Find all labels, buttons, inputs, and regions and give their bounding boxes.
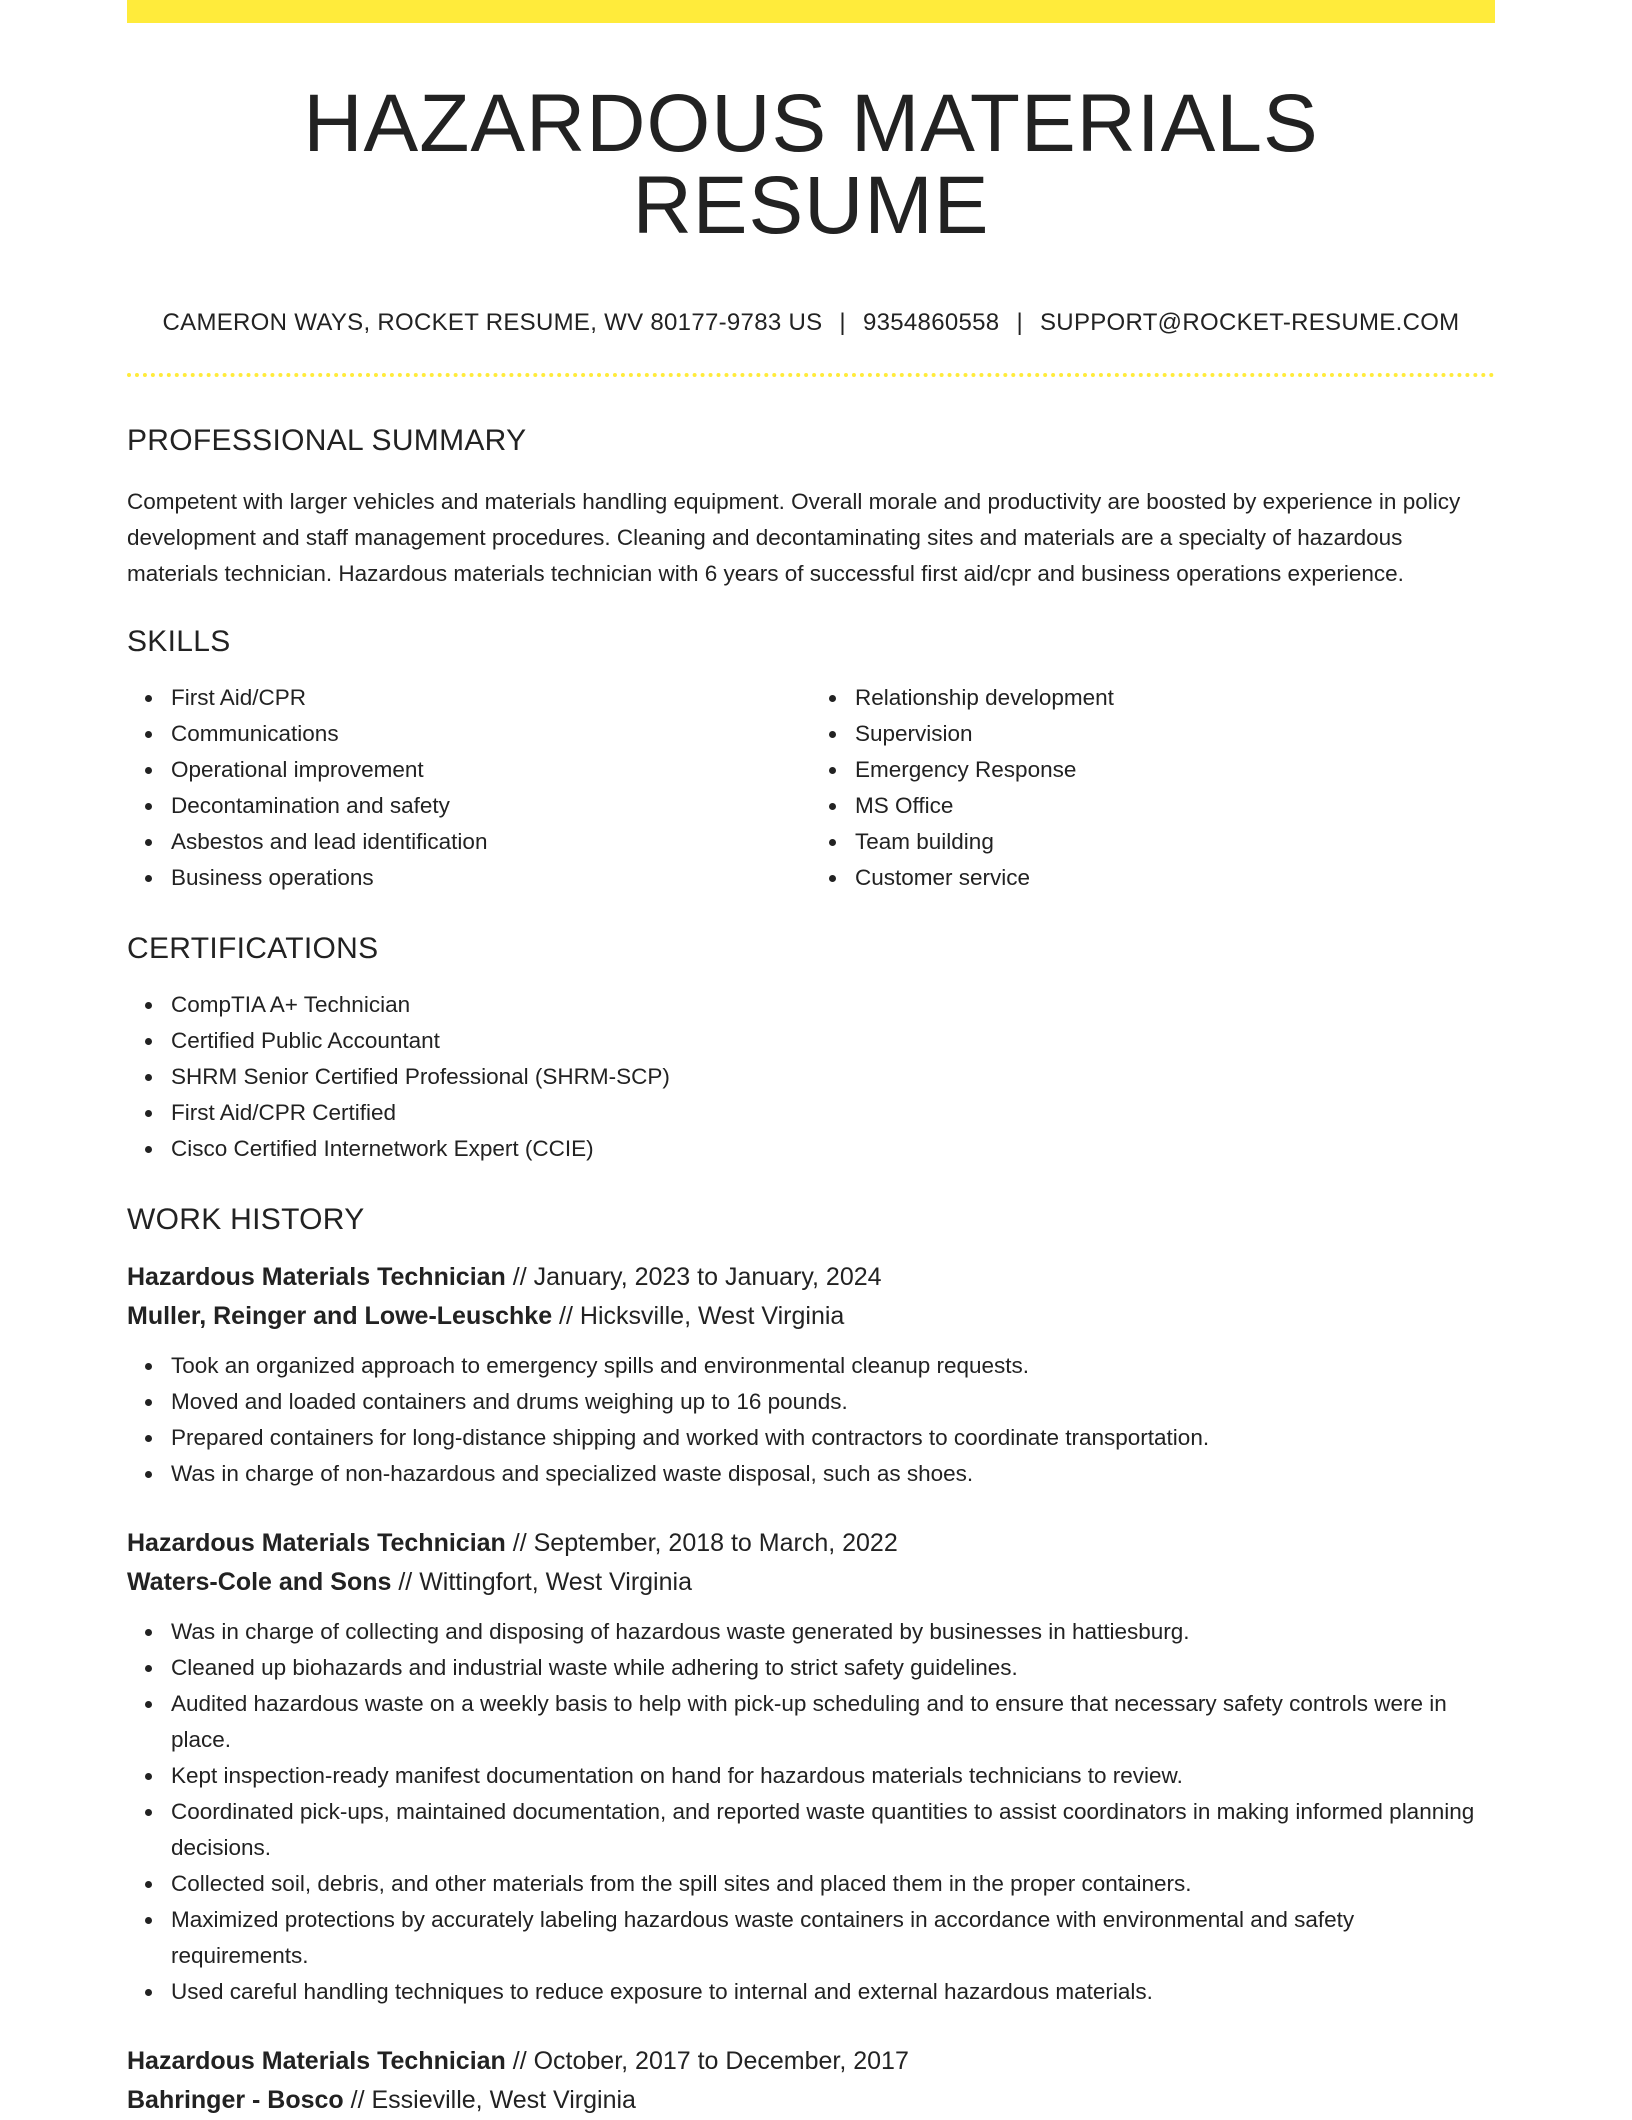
skill-item: First Aid/CPR (171, 680, 811, 716)
accent-top-bar (127, 0, 1495, 23)
job-duty-item: Collected soil, debris, and other materials from the spill sites and placed them in the proper containers. (171, 1866, 1495, 1902)
contact-email[interactable]: SUPPORT@ROCKET-RESUME.COM (1040, 309, 1460, 336)
job-company: Waters-Cole and Sons (127, 1568, 392, 1596)
job-title-line (127, 1524, 1495, 1563)
job-entry (127, 2042, 1495, 2120)
skills-section (127, 624, 1495, 896)
skills-grid (127, 680, 1495, 896)
job-duty-item: Cleaned up biohazards and industrial waste while adhering to strict safety guidelines. (171, 1650, 1495, 1686)
job-duty-item: Maximized protections by accurately labeling hazardous waste containers in accordance with environmental and safety requirements. (171, 1902, 1495, 1974)
skills-heading: SKILLS (127, 625, 231, 658)
certifications-section (127, 931, 1495, 1167)
dotted-divider (127, 373, 1495, 377)
job-duties-list (127, 1348, 1495, 1492)
summary-text: Competent with larger vehicles and materials handling equipment. Overall morale and productivity are boosted by experience in policy development and staff management procedures. Cleaning and decontaminating sites and materials are a specialty of hazardous materials technician. Hazardous materials technician with 6 years of successful first aid/cpr and business operations experience. (127, 489, 1461, 586)
job-location: // Wittingfort, West Virginia (391, 1568, 692, 1596)
certifications-list (127, 987, 1495, 1167)
job-title-line (127, 1258, 1495, 1297)
job-company: Bahringer - Bosco (127, 2086, 344, 2114)
skill-item: Supervision (855, 716, 1495, 752)
work-history-section (127, 1202, 1495, 2120)
skills-column-left (127, 680, 811, 896)
certification-item: Cisco Certified Internetwork Expert (CCIE) (171, 1131, 1495, 1167)
resume-title: HAZARDOUS MATERIALS RESUME (303, 78, 1319, 251)
contact-line (127, 309, 1495, 337)
job-title: Hazardous Materials Technician (127, 1529, 506, 1557)
job-duty-item: Was in charge of collecting and disposing of hazardous waste generated by businesses in hattiesburg. (171, 1614, 1495, 1650)
job-duties-list (127, 1614, 1495, 2010)
jobs-container (127, 1258, 1495, 2120)
certifications-heading: CERTIFICATIONS (127, 932, 379, 965)
job-duty-item: Kept inspection-ready manifest documentation on hand for hazardous materials technicians to review. (171, 1758, 1495, 1794)
job-title: Hazardous Materials Technician (127, 2047, 506, 2075)
resume-page (127, 0, 1495, 2120)
skill-item: Emergency Response (855, 752, 1495, 788)
skill-item: Asbestos and lead identification (171, 824, 811, 860)
contact-separator: | (1016, 309, 1023, 336)
job-title-line (127, 2042, 1495, 2081)
job-duty-item: Audited hazardous waste on a weekly basis to help with pick-up scheduling and to ensure that necessary safety controls were in place. (171, 1686, 1495, 1758)
contact-address: CAMERON WAYS, ROCKET RESUME, WV 80177-9783 US (162, 309, 823, 336)
summary-section (127, 423, 1495, 592)
skills-list-left (127, 680, 811, 896)
job-dates: // January, 2023 to January, 2024 (505, 1263, 882, 1291)
job-entry (127, 1258, 1495, 1492)
job-duty-item: Coordinated pick-ups, maintained documentation, and reported waste quantities to assist coordinators in making informed planning decisions. (171, 1794, 1495, 1866)
job-location: // Hicksville, West Virginia (552, 1302, 845, 1330)
certification-item: First Aid/CPR Certified (171, 1095, 1495, 1131)
skill-item: Customer service (855, 860, 1495, 896)
skill-item: Operational improvement (171, 752, 811, 788)
job-duty-item: Was in charge of non-hazardous and specialized waste disposal, such as shoes. (171, 1456, 1495, 1492)
skills-list-right (811, 680, 1495, 896)
job-dates: // September, 2018 to March, 2022 (505, 1529, 898, 1557)
skill-item: MS Office (855, 788, 1495, 824)
summary-heading: PROFESSIONAL SUMMARY (127, 424, 527, 457)
skill-item: Business operations (171, 860, 811, 896)
contact-phone[interactable]: 9354860558 (862, 309, 1000, 336)
job-duty-item: Used careful handling techniques to reduce exposure to internal and external hazardous materials. (171, 1974, 1495, 2010)
certification-item: CompTIA A+ Technician (171, 987, 1495, 1023)
job-location: // Essieville, West Virginia (343, 2086, 636, 2114)
job-title: Hazardous Materials Technician (127, 1263, 506, 1291)
job-company-line (127, 2081, 1495, 2120)
job-dates: // October, 2017 to December, 2017 (505, 2047, 909, 2075)
job-duty-item: Prepared containers for long-distance shipping and worked with contractors to coordinate transportation. (171, 1420, 1495, 1456)
job-duty-item: Moved and loaded containers and drums weighing up to 16 pounds. (171, 1384, 1495, 1420)
job-entry (127, 1524, 1495, 2010)
contact-separator: | (839, 309, 846, 336)
skill-item: Team building (855, 824, 1495, 860)
skill-item: Relationship development (855, 680, 1495, 716)
skill-item: Communications (171, 716, 811, 752)
certification-item: Certified Public Accountant (171, 1023, 1495, 1059)
skill-item: Decontamination and safety (171, 788, 811, 824)
work-history-heading: WORK HISTORY (127, 1203, 365, 1236)
job-duty-item: Took an organized approach to emergency spills and environmental cleanup requests. (171, 1348, 1495, 1384)
job-company: Muller, Reinger and Lowe-Leuschke (127, 1302, 553, 1330)
skills-column-right (811, 680, 1495, 896)
job-company-line (127, 1297, 1495, 1336)
certification-item: SHRM Senior Certified Professional (SHRM-SCP) (171, 1059, 1495, 1095)
job-company-line (127, 1563, 1495, 1602)
